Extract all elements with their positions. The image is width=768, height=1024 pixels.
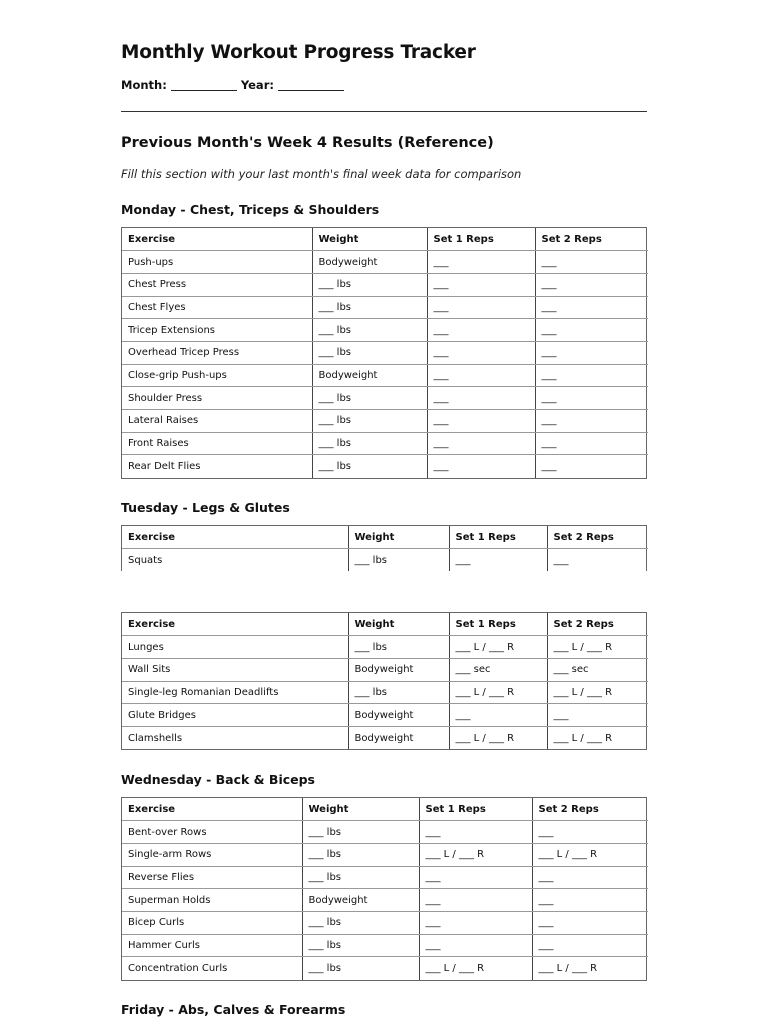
table-row bbox=[122, 251, 648, 274]
tuesday-table-part2 bbox=[121, 612, 647, 750]
entry-cell[interactable]: ___ L / ___ R bbox=[532, 843, 648, 866]
exercise-cell: Lateral Raises bbox=[122, 410, 312, 433]
tuesday-table-part1 bbox=[121, 525, 647, 571]
entry-cell[interactable]: ___ lbs bbox=[312, 319, 427, 342]
column-header: Exercise bbox=[122, 798, 302, 821]
table-row bbox=[122, 341, 648, 364]
entry-cell[interactable]: ___ lbs bbox=[312, 432, 427, 455]
reference-heading: Previous Month's Week 4 Results (Reference) bbox=[121, 135, 494, 151]
entry-cell[interactable]: ___ lbs bbox=[302, 911, 419, 934]
exercise-cell: Push-ups bbox=[122, 251, 312, 274]
entry-cell[interactable]: ___ bbox=[419, 934, 532, 957]
entry-cell[interactable]: ___ bbox=[532, 821, 648, 844]
entry-cell[interactable]: ___ lbs bbox=[302, 821, 419, 844]
entry-cell[interactable]: ___ lbs bbox=[312, 273, 427, 296]
exercise-cell: Close-grip Push-ups bbox=[122, 364, 312, 387]
table-row bbox=[122, 432, 648, 455]
table-row bbox=[122, 410, 648, 433]
entry-cell[interactable]: ___ bbox=[535, 273, 648, 296]
table-header-row bbox=[122, 798, 648, 821]
divider bbox=[121, 111, 647, 112]
exercise-cell: Chest Press bbox=[122, 273, 312, 296]
entry-cell[interactable]: ___ sec bbox=[449, 658, 547, 681]
exercise-cell: Clamshells bbox=[122, 726, 348, 749]
table-row bbox=[122, 387, 648, 410]
entry-cell[interactable]: ___ sec bbox=[547, 658, 648, 681]
table-row bbox=[122, 911, 648, 934]
month-label: Month: bbox=[121, 78, 167, 92]
entry-cell[interactable]: ___ lbs bbox=[302, 866, 419, 889]
entry-cell[interactable]: ___ bbox=[427, 432, 535, 455]
entry-cell[interactable]: ___ bbox=[535, 387, 648, 410]
exercise-cell: Hammer Curls bbox=[122, 934, 302, 957]
exercise-cell: Overhead Tricep Press bbox=[122, 341, 312, 364]
table-row bbox=[122, 866, 648, 889]
entry-cell[interactable]: ___ L / ___ R bbox=[538, 962, 598, 974]
exercise-cell: Shoulder Press bbox=[122, 387, 312, 410]
table-row bbox=[122, 364, 648, 387]
exercise-cell: Glute Bridges bbox=[122, 704, 348, 727]
column-header: Exercise bbox=[122, 526, 348, 549]
entry-cell[interactable]: ___ lbs bbox=[312, 296, 427, 319]
entry-cell[interactable]: ___ bbox=[419, 911, 532, 934]
entry-cell[interactable]: ___ L / ___ R bbox=[547, 681, 648, 704]
table-row bbox=[122, 319, 648, 342]
column-header: Set 1 Reps bbox=[449, 613, 547, 636]
entry-cell[interactable]: ___ bbox=[427, 251, 535, 274]
table-header-row bbox=[122, 526, 648, 549]
entry-cell[interactable]: ___ bbox=[427, 455, 535, 478]
entry-cell[interactable]: ___ bbox=[541, 460, 557, 472]
entry-cell[interactable]: ___ L / ___ R bbox=[553, 732, 613, 744]
column-header: Set 2 Reps bbox=[547, 613, 648, 636]
entry-cell[interactable]: ___ L / ___ R bbox=[449, 726, 547, 749]
entry-cell[interactable]: ___ lbs bbox=[348, 549, 449, 572]
year-label: Year: bbox=[240, 78, 274, 92]
friday-heading: Friday - Abs, Calves & Forearms bbox=[121, 1002, 346, 1017]
table-row bbox=[122, 889, 648, 912]
tuesday-heading: Tuesday - Legs & Glutes bbox=[121, 500, 290, 515]
entry-cell[interactable]: ___ L / ___ R bbox=[449, 636, 547, 659]
entry-cell[interactable]: ___ bbox=[449, 704, 547, 727]
exercise-cell: Concentration Curls bbox=[122, 957, 302, 980]
entry-cell[interactable]: ___ L / ___ R bbox=[449, 681, 547, 704]
entry-cell[interactable]: ___ bbox=[535, 432, 648, 455]
entry-cell[interactable]: ___ bbox=[419, 889, 532, 912]
entry-cell[interactable]: ___ lbs bbox=[348, 636, 449, 659]
entry-cell[interactable]: ___ bbox=[532, 911, 648, 934]
exercise-cell: Tricep Extensions bbox=[122, 319, 312, 342]
column-header: Weight bbox=[302, 798, 419, 821]
entry-cell[interactable]: ___ lbs bbox=[348, 681, 449, 704]
table-row bbox=[122, 658, 648, 681]
entry-cell[interactable]: ___ bbox=[547, 704, 648, 727]
table-header-row bbox=[122, 613, 648, 636]
monday-table bbox=[121, 227, 647, 479]
entry-cell[interactable]: ___ lbs bbox=[312, 455, 427, 478]
entry-cell[interactable]: Bodyweight bbox=[302, 889, 419, 912]
entry-cell[interactable]: ___ bbox=[427, 319, 535, 342]
column-header: Set 2 Reps bbox=[535, 228, 648, 251]
reference-note: Fill this section with your last month's final week data for comparison bbox=[121, 167, 522, 181]
entry-cell[interactable]: ___ bbox=[535, 410, 648, 433]
page-title: Monthly Workout Progress Tracker bbox=[121, 42, 476, 63]
exercise-cell: Squats bbox=[122, 549, 348, 572]
monday-heading: Monday - Chest, Triceps & Shoulders bbox=[121, 202, 380, 217]
column-header: Set 2 Reps bbox=[547, 526, 648, 549]
entry-cell[interactable]: ___ bbox=[532, 889, 648, 912]
entry-cell[interactable]: Bodyweight bbox=[312, 364, 427, 387]
exercise-cell: Rear Delt Flies bbox=[122, 455, 312, 478]
table-row bbox=[122, 681, 648, 704]
entry-cell[interactable]: Bodyweight bbox=[348, 726, 449, 749]
entry-cell[interactable]: ___ bbox=[427, 273, 535, 296]
table-row bbox=[122, 934, 648, 957]
entry-cell[interactable]: ___ bbox=[532, 934, 648, 957]
entry-cell[interactable]: ___ lbs bbox=[302, 957, 419, 980]
exercise-cell: Bent-over Rows bbox=[122, 821, 302, 844]
column-header: Set 2 Reps bbox=[532, 798, 648, 821]
year-blank[interactable] bbox=[278, 81, 344, 91]
column-header: Weight bbox=[348, 613, 449, 636]
month-year-line bbox=[121, 78, 344, 92]
entry-cell[interactable]: ___ bbox=[427, 387, 535, 410]
month-blank[interactable] bbox=[171, 81, 237, 91]
column-header: Weight bbox=[312, 228, 427, 251]
column-header: Set 1 Reps bbox=[427, 228, 535, 251]
entry-cell[interactable]: ___ bbox=[535, 341, 648, 364]
exercise-cell: Wall Sits bbox=[122, 658, 348, 681]
table-row bbox=[122, 843, 648, 866]
entry-cell[interactable]: Bodyweight bbox=[348, 658, 449, 681]
entry-cell[interactable]: ___ bbox=[419, 866, 532, 889]
entry-cell[interactable]: ___ bbox=[532, 866, 648, 889]
table-header-row bbox=[122, 228, 648, 251]
entry-cell[interactable]: ___ lbs bbox=[302, 934, 419, 957]
exercise-cell: Reverse Flies bbox=[122, 866, 302, 889]
exercise-cell: Front Raises bbox=[122, 432, 312, 455]
entry-cell[interactable]: ___ bbox=[427, 410, 535, 433]
entry-cell[interactable]: ___ bbox=[535, 364, 648, 387]
column-header: Set 1 Reps bbox=[449, 526, 547, 549]
entry-cell[interactable]: ___ bbox=[419, 821, 532, 844]
entry-cell[interactable]: Bodyweight bbox=[348, 704, 449, 727]
exercise-cell: Bicep Curls bbox=[122, 911, 302, 934]
entry-cell[interactable]: ___ bbox=[427, 364, 535, 387]
entry-cell[interactable]: ___ lbs bbox=[312, 341, 427, 364]
exercise-cell: Chest Flyes bbox=[122, 296, 312, 319]
entry-cell[interactable]: ___ bbox=[427, 341, 535, 364]
entry-cell[interactable]: ___ bbox=[535, 319, 648, 342]
column-header: Exercise bbox=[122, 613, 348, 636]
exercise-cell: Superman Holds bbox=[122, 889, 302, 912]
entry-cell[interactable]: ___ L / ___ R bbox=[419, 843, 532, 866]
entry-cell[interactable]: ___ bbox=[535, 251, 648, 274]
exercise-cell: Single-arm Rows bbox=[122, 843, 302, 866]
exercise-cell: Single-leg Romanian Deadlifts bbox=[122, 681, 348, 704]
table-row bbox=[122, 704, 648, 727]
column-header: Weight bbox=[348, 526, 449, 549]
column-header: Set 1 Reps bbox=[419, 798, 532, 821]
entry-cell[interactable]: Bodyweight bbox=[312, 251, 427, 274]
entry-cell[interactable]: ___ bbox=[449, 549, 547, 572]
table-row bbox=[122, 726, 648, 749]
entry-cell[interactable]: ___ bbox=[427, 296, 535, 319]
entry-cell[interactable]: ___ lbs bbox=[312, 387, 427, 410]
wednesday-table bbox=[121, 797, 647, 981]
column-header: Exercise bbox=[122, 228, 312, 251]
exercise-cell: Lunges bbox=[122, 636, 348, 659]
entry-cell[interactable]: ___ L / ___ R bbox=[419, 957, 532, 980]
entry-cell[interactable]: ___ bbox=[553, 554, 569, 566]
entry-cell[interactable]: ___ bbox=[535, 296, 648, 319]
entry-cell[interactable]: ___ L / ___ R bbox=[547, 636, 648, 659]
table-row bbox=[122, 455, 648, 478]
table-row bbox=[122, 636, 648, 659]
table-row bbox=[122, 273, 648, 296]
wednesday-heading: Wednesday - Back & Biceps bbox=[121, 772, 316, 787]
entry-cell[interactable]: ___ lbs bbox=[302, 843, 419, 866]
table-row bbox=[122, 296, 648, 319]
entry-cell[interactable]: ___ lbs bbox=[312, 410, 427, 433]
table-row bbox=[122, 549, 648, 572]
table-row bbox=[122, 821, 648, 844]
table-row bbox=[122, 957, 648, 980]
